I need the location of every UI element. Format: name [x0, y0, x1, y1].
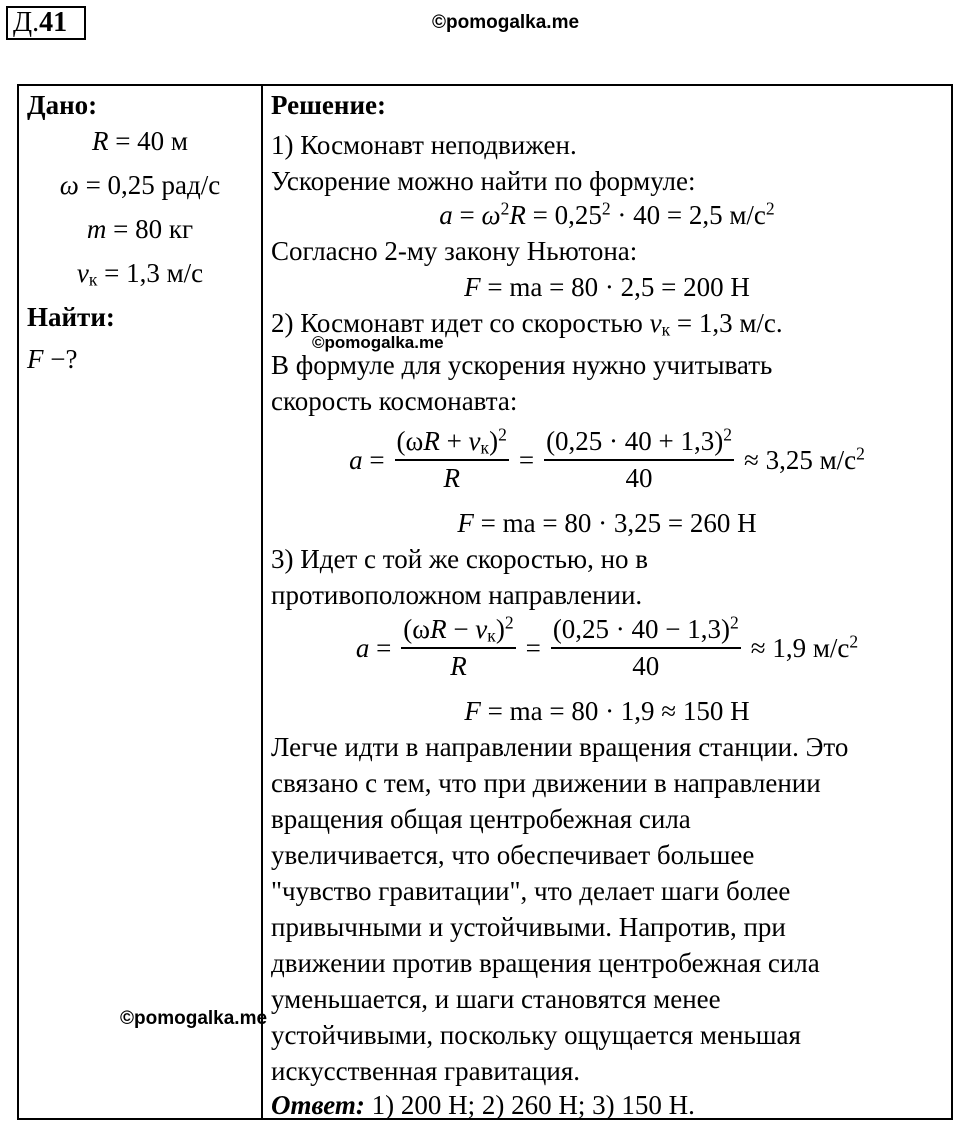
part2-accel-lhs: a = — [349, 444, 385, 475]
watermark-bottom: ©pomogalka.me — [120, 1008, 268, 1029]
problem-number-box — [6, 6, 86, 40]
part3-accel-lhs: a = — [355, 632, 392, 663]
part1-text1: Ускорение можно найти по формуле: — [271, 166, 696, 196]
part1-title: 1) Космонавт неподвижен. — [271, 130, 577, 160]
answer-line — [271, 1090, 695, 1121]
part3-fraction-2 — [551, 614, 741, 682]
part1-text2: Согласно 2-му закону Ньютона: — [271, 236, 638, 266]
part3-fraction-1 — [401, 614, 515, 682]
part1-formula2: F = ma = 80 · 2,5 = 200 Н — [464, 272, 750, 302]
part3-num2: $(0,25 \cdot 40 - 1,3)^2$ — [551, 614, 741, 649]
part3-accel-formula — [263, 614, 951, 682]
conclusion-line: искусственная гравитация. — [271, 1056, 580, 1086]
part2-fraction-1 — [395, 426, 509, 494]
part2-force: F = ma = 80 · 3,25 = 260 Н — [457, 508, 757, 538]
conclusion-line: движении против вращения центробежная сила — [271, 948, 820, 978]
part3-title1: 3) Идет с той же скоростью, но в — [271, 544, 649, 574]
conclusion-line: привычными и устойчивыми. Напротив, при — [271, 912, 786, 942]
conclusion-line: устойчивыми, поскольку ощущается меньшая — [271, 1020, 801, 1050]
problem-prefix: Д. — [13, 7, 40, 38]
problem-number: 41 — [39, 7, 68, 38]
part2-num1: $(\omega R + v_к)^2$ — [395, 426, 509, 461]
part3-den2: 40 — [632, 651, 660, 681]
part2-den2: 40 — [625, 463, 653, 493]
answer-label: Ответ: — [271, 1090, 365, 1120]
part1-formula1: $a = \omega^2R = 0,25^2 \cdot 40 = 2,5$ $м/с^2$ — [439, 198, 775, 230]
solution-header: Решение: — [271, 90, 386, 120]
conclusion-line: уменьшается, и шаги становятся менее — [271, 984, 721, 1014]
conclusion-line: Легче идти в направлении вращения станции. Это — [271, 732, 849, 762]
given-speed: $v_к = 1,3$ м/с — [76, 258, 204, 290]
part2-eq: = — [518, 444, 535, 475]
find-force: F −? — [27, 344, 78, 374]
answer-text: 1) 200 Н; 2) 260 Н; 3) 150 Н. — [371, 1090, 695, 1120]
conclusion-line: связано с тем, что при движении в направлении — [271, 768, 821, 798]
given-radius: R = 40 м — [91, 126, 189, 156]
part2-den1: R — [443, 463, 460, 493]
part3-accel-result: ≈ 1,9 $м/с^2$ — [750, 630, 859, 663]
given-angular-velocity: ω = 0,25 рад/с — [59, 170, 221, 200]
conclusion-line: "чувство гравитации", что делает шаги более — [271, 876, 791, 906]
part3-num1: $(\omega R - v_к)^2$ — [401, 614, 515, 649]
conclusion-line: вращения общая центробежная сила — [271, 804, 691, 834]
part2-fraction-2 — [544, 426, 734, 494]
watermark-top: ©pomogalka.me — [432, 12, 580, 33]
part3-den1: R — [450, 651, 467, 681]
find-header: Найти: — [27, 302, 115, 332]
given-mass: m = 80 кг — [86, 214, 194, 244]
part2-num2: $(0,25 \cdot 40 + 1,3)^2$ — [544, 426, 734, 461]
part3-force: F = ma = 80 · 1,9 ≈ 150 Н — [464, 696, 750, 726]
part2-text2: скорость космонавта: — [271, 386, 518, 416]
part3-title2: противоположном направлении. — [271, 580, 643, 610]
conclusion-line: увеличивается, что обеспечивает большее — [271, 840, 755, 870]
part3-eq: = — [525, 632, 541, 663]
part2-text1: В формуле для ускорения нужно учитывать — [271, 350, 773, 380]
part2-accel-result: ≈ 3,25 $м/с^2$ — [744, 442, 865, 475]
column-divider — [261, 84, 263, 1120]
part2-accel-formula — [263, 426, 951, 494]
watermark-middle: ©pomogalka.me — [312, 333, 444, 352]
given-header: Дано: — [27, 90, 98, 120]
part2-title: 2) Космонавт идет со скоростью $v_к = 1,3$ м/с. — [271, 308, 783, 340]
